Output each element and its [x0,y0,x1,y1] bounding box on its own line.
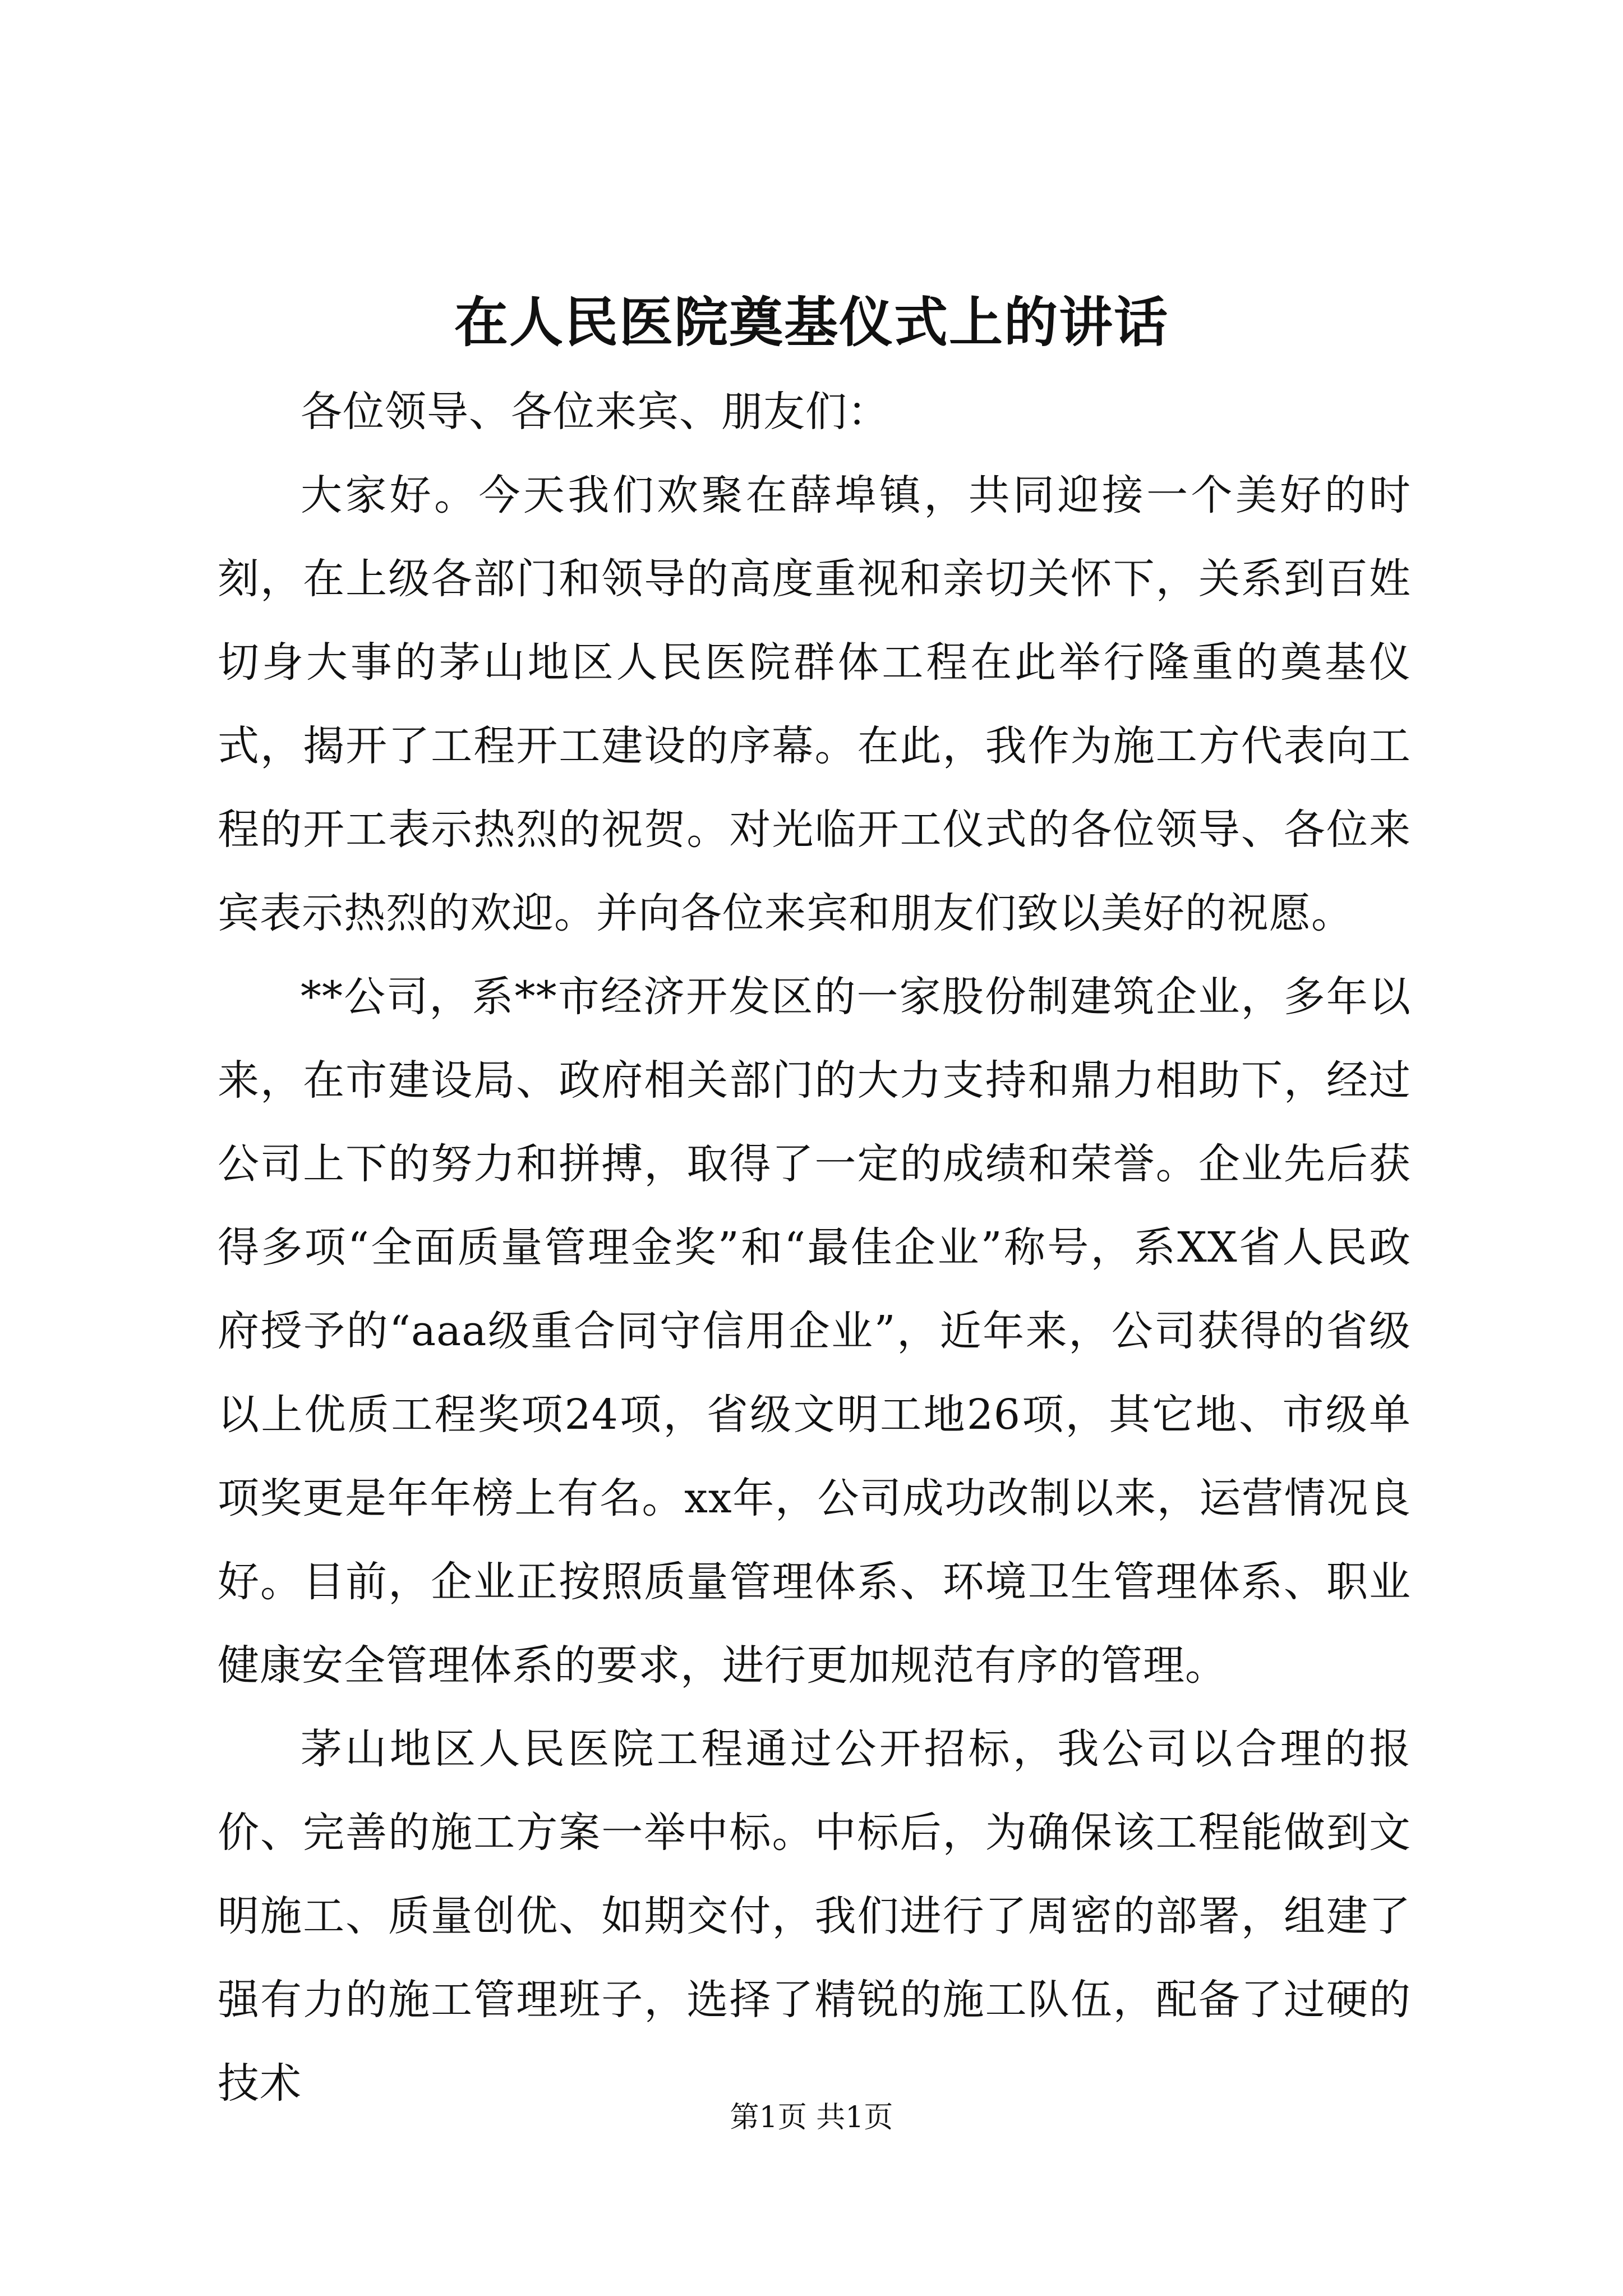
paragraph-project: 茅山地区人民医院工程通过公开招标，我公司以合理的报价、完善的施工方案一举中标。中标后，为确保该工程能做到文明施工、质量创优、如期交付，我们进行了周密的部署，组建了强有力的施工管理班子，选择了精锐的施工队伍，配备了过硬的技术 [218,1725,1411,2108]
paragraph-company-intro: **公司，系**市经济开发区的一家股份制建筑企业，多年以来，在市建设局、政府相关部门的大力支持和鼎力相助下，经过公司上下的努力和拼搏，取得了一定的成绩和荣誉。企业先后获得多项“全面质量管理金奖”和“最佳企业”称号，系XX省人民政府授予的“aaa级重合同守信用企业”，近年来，公司获得的省级以上优质工程奖项24项，省级文明工地26项，其它地、市级单项奖更是年年榜上有名。xx年，公司成功改制以来，运营情况良好。目前，企业正按照质量管理体系、环境卫生管理体系、职业健康安全管理体系的要求，进行更加规范有序的管理。 [218,973,1411,1690]
paragraph-greeting: 各位领导、各位来宾、朋友们： [301,388,889,436]
page-number-footer: 第1页 共1页 [730,2101,893,2134]
document-body [218,370,1411,2125]
paragraph-opening: 大家好。今天我们欢聚在薛埠镇，共同迎接一个美好的时刻，在上级各部门和领导的高度重视和亲切关怀下，关系到百姓切身大事的茅山地区人民医院群体工程在此举行隆重的奠基仪式，揭开了工程开工建设的序幕。在此，我作为施工方代表向工程的开工表示热烈的祝贺。对光临开工仪式的各位领导、各位来宾表示热烈的欢迎。并向各位来宾和朋友们致以美好的祝愿。 [218,471,1411,937]
document-title: 在人民医院奠基仪式上的讲话 [454,291,1169,354]
